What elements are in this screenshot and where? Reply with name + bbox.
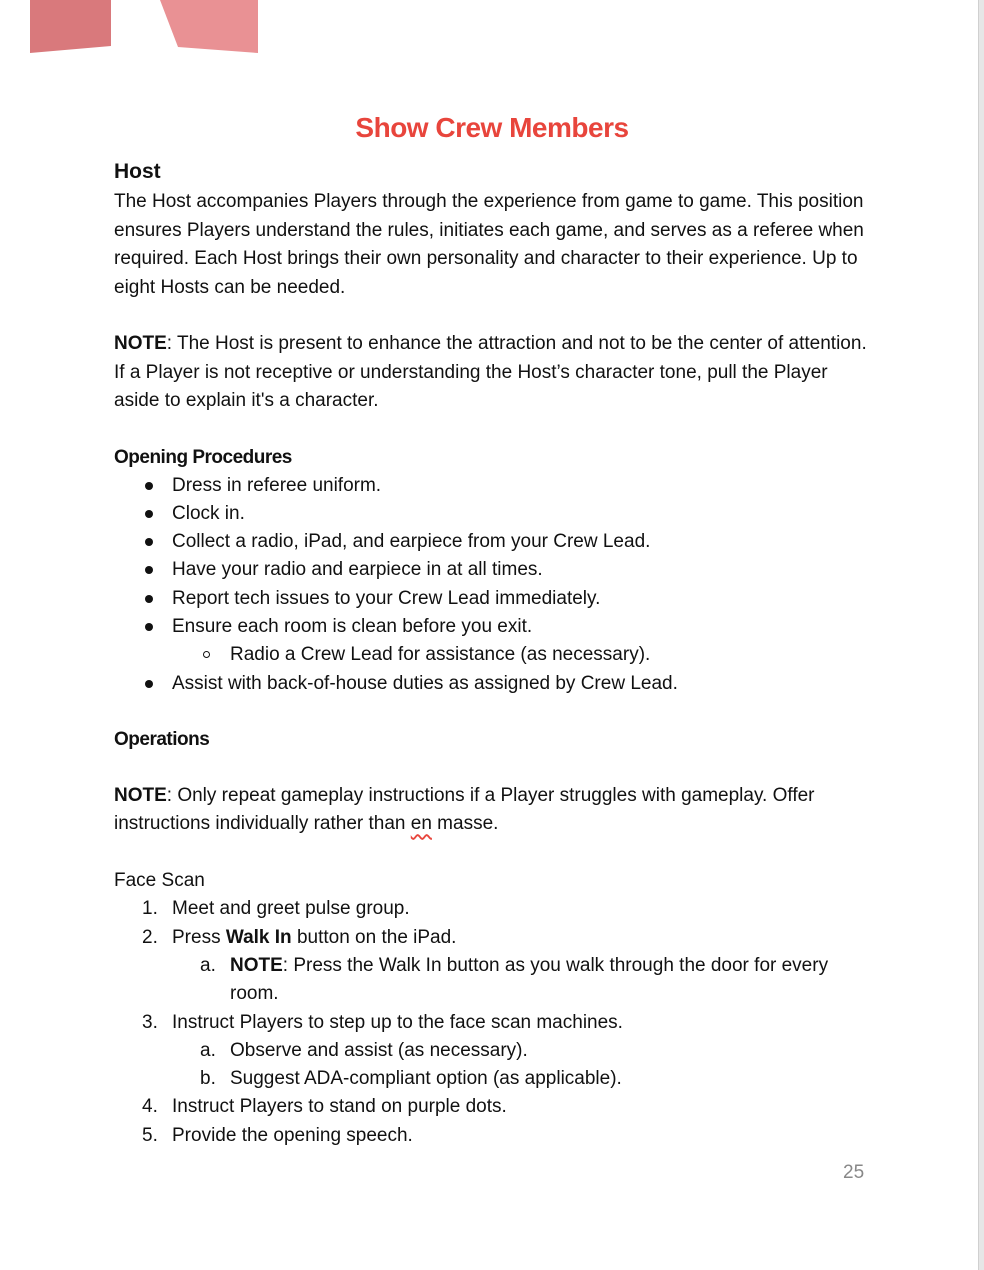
host-note xyxy=(114,330,874,416)
step-item: 5. Provide the opening speech. xyxy=(142,1124,413,1146)
opening-heading: Opening Procedures xyxy=(114,446,292,468)
list-item: Dress in referee uniform. xyxy=(114,472,874,500)
bullet-icon xyxy=(145,595,153,603)
spacer xyxy=(114,302,874,330)
bullet-icon xyxy=(145,482,153,490)
decoration-shape-right xyxy=(160,0,258,53)
operations-heading: Operations xyxy=(114,728,210,750)
decoration-shape-left xyxy=(30,0,111,53)
step-item: 2. Press Walk In button on the iPad. xyxy=(142,926,457,948)
step-subitem: a. NOTE: Press the Walk In button as you walk through the door for every room. xyxy=(200,954,829,1005)
face-scan-heading: Face Scan xyxy=(114,869,205,891)
step-subitem: b. Suggest ADA-compliant option (as applicable). xyxy=(200,1068,622,1090)
spacer xyxy=(114,754,874,782)
list-item: Ensure each room is clean before you exit. xyxy=(114,613,874,641)
note-text: : The Host is present to enhance the attraction and not to be the center of attention. If a Player is not receptive or understanding the Host’s character tone, pull the Player aside to explain it's a character. xyxy=(114,333,867,411)
bullet-icon xyxy=(145,566,153,574)
hollow-bullet-icon xyxy=(203,651,210,658)
page-edge-shadow xyxy=(979,0,984,1270)
bullet-icon xyxy=(145,510,153,518)
step-subitem: a. Observe and assist (as necessary). xyxy=(200,1039,528,1061)
operations-note: NOTE: Only repeat gameplay instructions if a Player struggles with gameplay. Offer instructions individually rather than en masse. xyxy=(114,784,815,835)
bullet-icon xyxy=(145,538,153,546)
list-item: Report tech issues to your Crew Lead immediately. xyxy=(114,585,874,613)
spacer xyxy=(114,416,874,444)
step-item: 3. Instruct Players to step up to the face scan machines. xyxy=(142,1011,623,1033)
list-item: Have your radio and earpiece in at all times. xyxy=(114,556,874,584)
spacer xyxy=(114,839,874,867)
note-label: NOTE xyxy=(114,784,167,806)
page-number: 25 xyxy=(843,1162,865,1183)
header-decoration xyxy=(0,0,270,60)
note-label: NOTE xyxy=(114,333,167,354)
list-item: Clock in. xyxy=(114,500,874,528)
face-scan-steps xyxy=(114,895,874,1150)
page-title: Show Crew Members xyxy=(355,112,629,143)
spacer xyxy=(114,698,874,726)
list-item: Collect a radio, iPad, and earpiece from your Crew Lead. xyxy=(114,528,874,556)
step-item: 4. Instruct Players to stand on purple dots. xyxy=(142,1096,507,1118)
list-subitem: Radio a Crew Lead for assistance (as necessary). xyxy=(114,641,874,669)
opening-list xyxy=(114,472,874,698)
host-heading: Host xyxy=(114,160,161,183)
list-item: Assist with back-of-house duties as assigned by Crew Lead. xyxy=(114,670,874,698)
host-intro: The Host accompanies Players through the experience from game to game. This position ensures Players understand the rules, initiates each game, and serves as a referee when required. Each Host brings their own personality and character to their experience. Up to eight Hosts can be needed. xyxy=(114,191,864,298)
bullet-icon xyxy=(145,680,153,688)
step-item: 1. Meet and greet pulse group. xyxy=(142,898,410,920)
bullet-icon xyxy=(145,623,153,631)
document-body xyxy=(114,160,874,1150)
spellcheck-flagged-word[interactable]: en xyxy=(410,813,432,835)
